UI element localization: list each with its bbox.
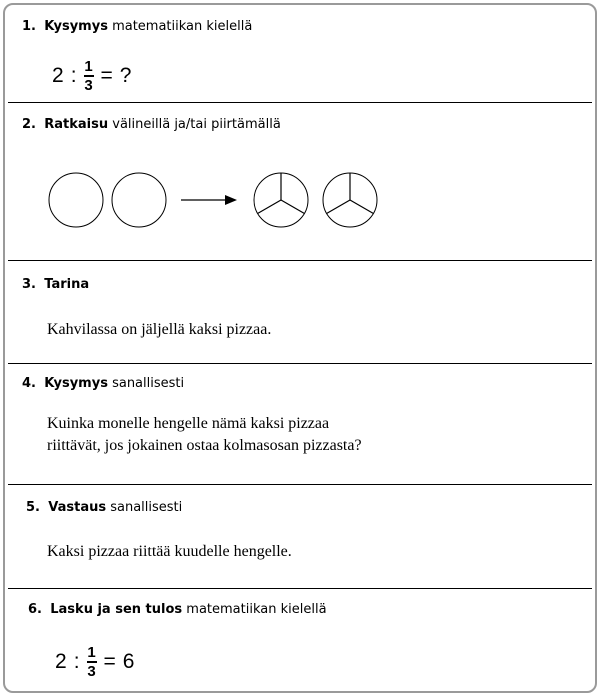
fraction-denominator: 3 [84,77,93,94]
math-whole: 2 [52,64,64,87]
section-5-heading [26,500,182,515]
pizza-drawing [5,165,595,240]
divided-pizza-right [323,173,377,227]
question-line: riittävät, jos jokainen ostaa kolmasosan pizzasta? [47,437,362,454]
question-expression [52,59,131,93]
section-divider [8,102,592,103]
section-divider [8,363,592,364]
section-subtitle: sanallisesti [110,500,183,515]
arrow-right-icon [181,195,237,205]
result-expression [55,645,134,679]
section-title: Ratkaisu [44,117,109,132]
story-text: Kahvilassa on jäljellä kaksi pizzaa. [47,321,272,338]
section-subtitle: matematiikan kielellä [112,19,253,34]
math-fraction [87,645,97,679]
section-title: Lasku ja sen tulos [50,602,183,617]
math-operator: : [70,64,77,87]
math-result: ? [119,64,132,87]
whole-pizza-left [49,173,103,227]
math-fraction [84,59,94,93]
section-number: 4. [22,376,36,391]
math-result: 6 [122,650,135,673]
math-operator: : [73,650,80,673]
fraction-numerator: 1 [84,58,93,75]
divided-pizza-left [254,173,308,227]
section-divider [8,588,592,589]
section-number: 2. [22,117,36,132]
section-6-heading [28,602,327,617]
worksheet-frame [3,3,597,693]
section-subtitle: matematiikan kielellä [186,602,327,617]
section-subtitle: välineillä ja/tai piirtämällä [112,117,281,132]
section-number: 6. [28,602,42,617]
whole-pizza-right [112,173,166,227]
section-title: Tarina [44,277,90,292]
fraction-denominator: 3 [87,663,96,680]
section-title: Kysymys [44,376,108,391]
fraction-numerator: 1 [87,644,96,661]
section-number: 5. [26,500,40,515]
question-text [47,413,362,457]
math-equals: = [100,64,113,87]
section-1-heading [22,19,252,34]
section-divider [8,484,592,485]
section-subtitle: sanallisesti [112,376,185,391]
section-3-heading [22,277,89,292]
section-divider [8,260,592,261]
section-title: Kysymys [44,19,108,34]
section-title: Vastaus [48,500,107,515]
section-number: 1. [22,19,36,34]
question-line: Kuinka monelle hengelle nämä kaksi pizzaa [47,415,330,432]
math-whole: 2 [55,650,67,673]
section-4-heading [22,376,184,391]
math-equals: = [103,650,116,673]
answer-text: Kaksi pizzaa riittää kuudelle hengelle. [47,543,292,560]
section-number: 3. [22,277,36,292]
section-2-heading [22,117,281,132]
